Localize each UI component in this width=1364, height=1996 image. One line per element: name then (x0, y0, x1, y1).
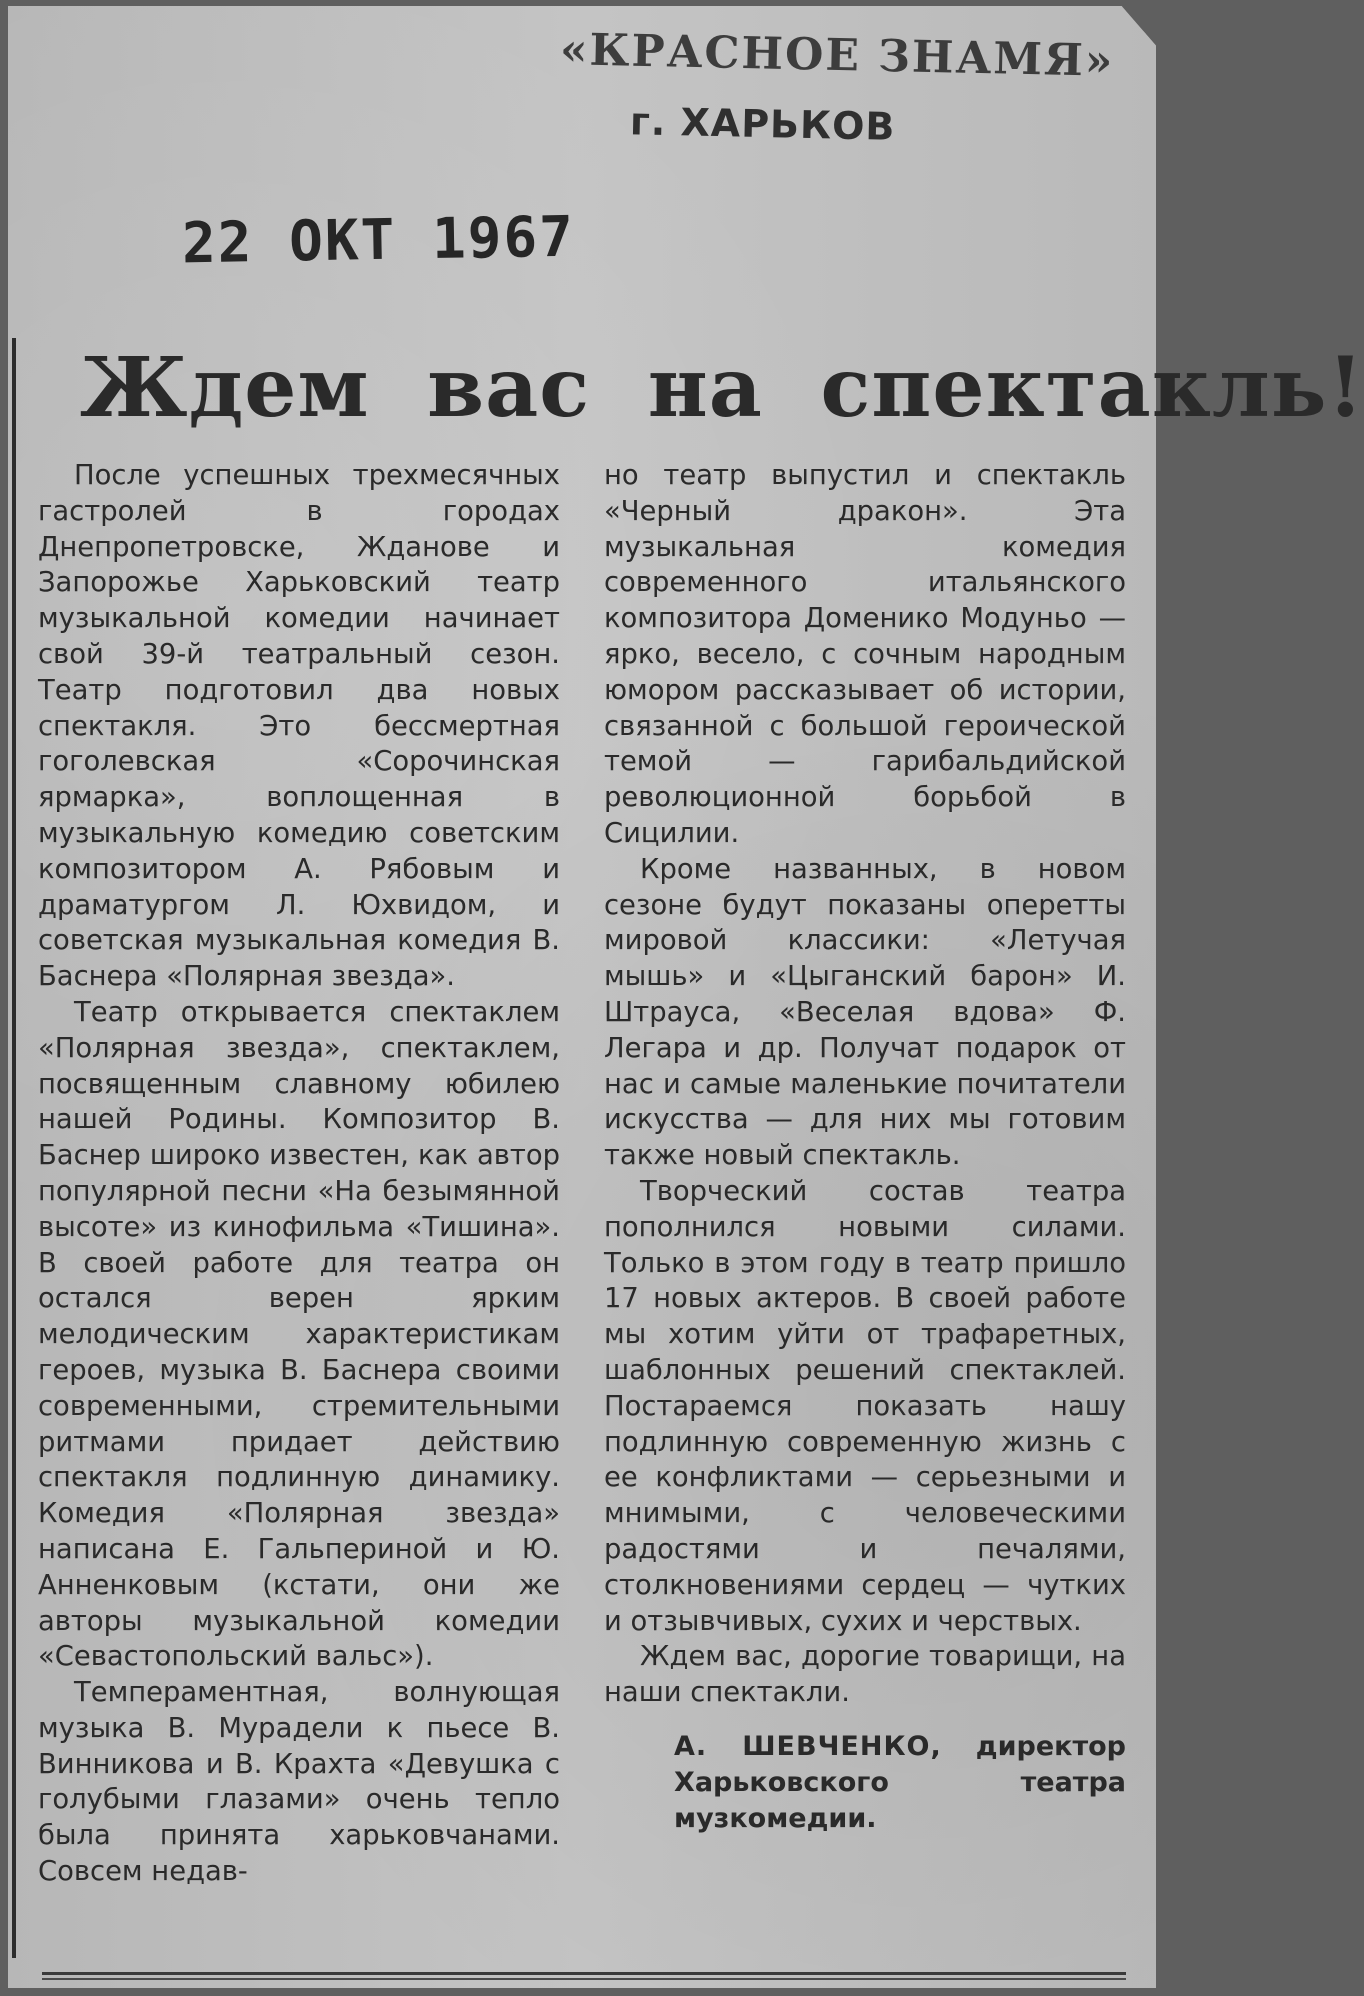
paragraph: Театр открывается спектаклем «Полярная звезда», спектаклем, посвященным славному юбилею нашей Родины. Композитор В. Баснер широко известен, как автор популярной песни «На безымянной высоте» из кинофильма «Тишина». В своей работе для театра он остался верен ярким мелодическим характеристикам героев, музыка В. Баснера своими современными, стремительными ритмами придает действию спектакля подлинную динамику. Комедия «Полярная звезда» написана Е. Гальпериной и Ю. Анненковым (кстати, они же авторы музыкальной комедии «Севастопольский вальс»). (38, 996, 560, 1673)
paragraph: Кроме названных, в новом сезоне будут показаны оперетты мировой классики: «Летучая мышь» и «Цыганский барон» И. Штрауса, «Веселая вдова» Ф. Легара и др. Получат подарок от нас и самые маленькие почитатели искусства — для них мы готовим также новый спектакль. (604, 853, 1126, 1172)
article-headline: Ждем вас на спектакль! (80, 340, 1364, 436)
paragraph: Ждем вас, дорогие товарищи, на наши спектакли. (604, 1641, 1126, 1709)
date-stamp: 22 ОКТ 1967 (181, 204, 576, 277)
paragraph: Творческий состав театра пополнился новыми силами. Только в этом году в театр пришло 17 новых актеров. В своей работе мы хотим уйти от трафаретных, шаблонных решений спектаклей. Постараемся показать нашу подлинную современную жизнь с ее конфликтами — серьезными и мнимыми, с человеческими радостями и печалями, столкновениями сердец — чутких и отзывчивых, сухих и черствых. (604, 1175, 1126, 1637)
author-title: директор Харьковского театра музкомедии. (674, 1730, 1126, 1834)
bottom-rule (42, 1972, 1126, 1975)
masthead-stamp-city: г. ХАРЬКОВ (629, 99, 896, 149)
paragraph: После успешных трехмесячных гастролей в городах Днепропетровске, Жданове и Запорожье Харьковский театр музыкальной комедии начинает свой 39-й театральный сезон. Театр подготовил два новых спектакля. Это бессмертная гоголевская «Сорочинская ярмарка», воплощенная в музыкальную комедию советским композитором А. Рябовым и драматургом Л. Юхвидом, и советская музыкальная комедия В. Баснера «Полярная звезда». (38, 460, 560, 993)
article-column-left (38, 458, 560, 1890)
paragraph: но театр выпустил и спектакль «Черный дракон». Эта музыкальная комедия современного итальянского композитора Доменико Модуньо — ярко, весело, с сочным народным юмором рассказывает об истории, связанной с большой героической темой — гарибальдийской революционной борьбой в Сицилии. (604, 460, 1126, 849)
paragraph: Темпераментная, волнующая музыка В. Мурадели к пьесе В. Винникова и В. Крахта «Девушка с голубыми глазами» очень тепло была принята харьковчанами. Совсем недав- (38, 1677, 560, 1888)
masthead-stamp-newspaper: «КРАСНОЕ ЗНАМЯ» (559, 24, 1115, 87)
left-border-rule (12, 338, 16, 1958)
author-signature (604, 1729, 1126, 1837)
author-name: А. ШЕВЧЕНКО, (674, 1730, 942, 1762)
article-column-right (604, 458, 1126, 1837)
bottom-rule-thin (42, 1978, 1126, 1980)
